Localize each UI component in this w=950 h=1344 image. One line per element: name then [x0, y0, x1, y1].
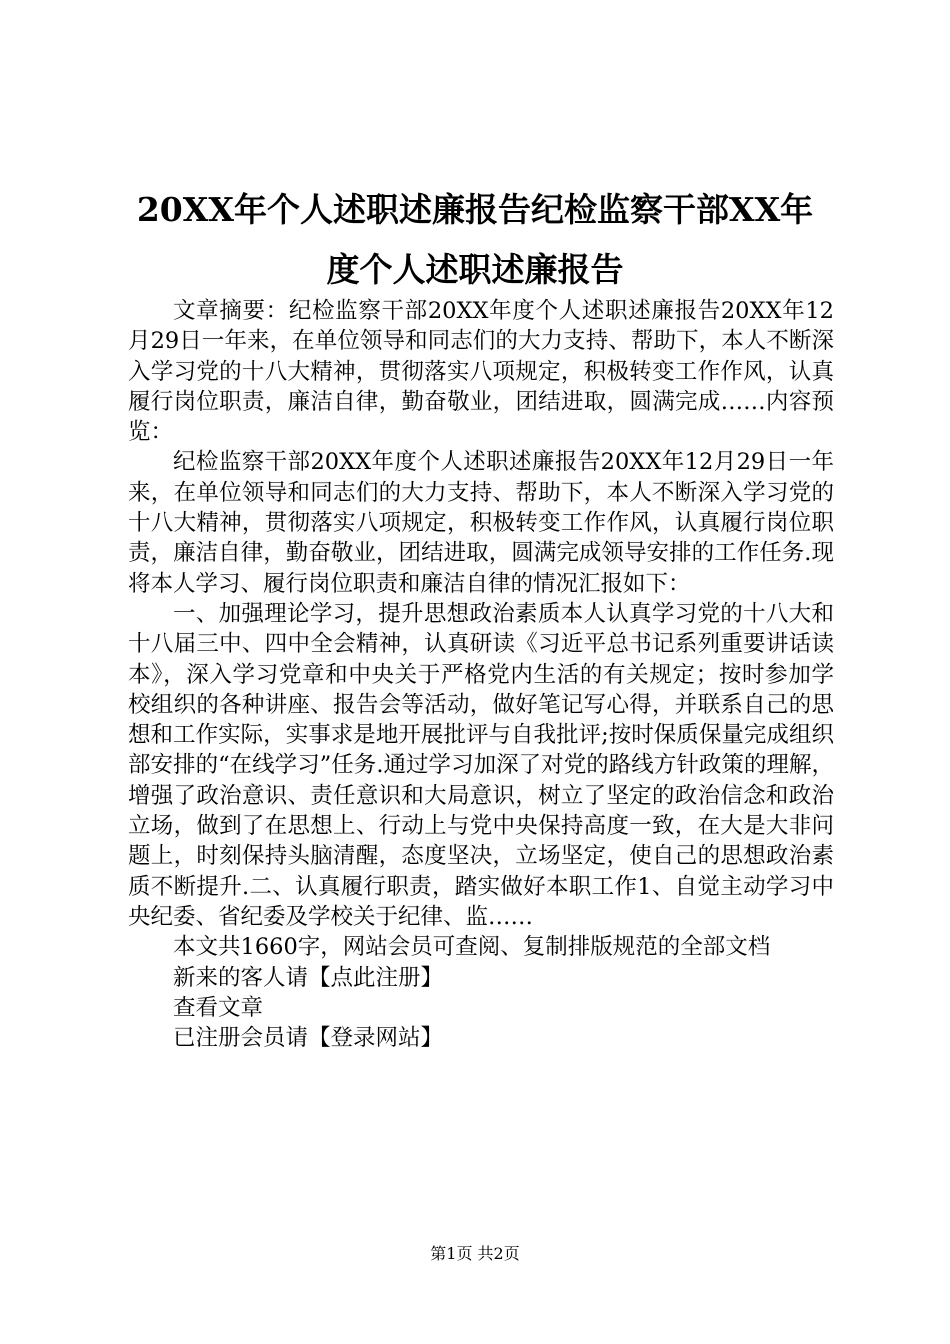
- register-prefix: 新来的客人请: [173, 964, 309, 991]
- login-prefix: 已注册会员请: [173, 1025, 309, 1052]
- intro-paragraph: 纪检监察干部20XX年度个人述职述廉报告20XX年12月29日一年来，在单位领导和同志们的大力支持、帮助下，本人不断深入学习党的十八大精神，贯彻落实八项规定，积极转变工作作风，认真履行岗位职责，廉洁自律，勤奋敬业，团结进取，圆满完成领导安排的工作任务.现将本人学习、履行岗位职责和廉洁自律的情况汇报如下：: [128, 449, 834, 597]
- register-link[interactable]: 【点此注册】: [308, 964, 444, 991]
- view-article-line: [128, 993, 834, 1023]
- document-body: [128, 296, 834, 1053]
- register-line: [128, 963, 834, 993]
- login-link[interactable]: 【登录网站】: [308, 1025, 444, 1052]
- page-footer: 第1页 共2页: [430, 1244, 520, 1263]
- section-paragraph: 一、加强理论学习，提升思想政治素质本人认真学习党的十八大和十八届三中、四中全会精神，认真研读《习近平总书记系列重要讲话读本》，深入学习党章和中央关于严格党内生活的有关规定；按时参加学校组织的各种讲座、报告会等活动，做好笔记写心得，并联系自己的思想和工作实际，实事求是地开展批评与自我批评;按时保质保量完成组织部安排的“在线学习”任务.通过学习加深了对党的路线方针政策的理解，增强了政治意识、责任意识和大局意识，树立了坚定的政治信念和政治立场，做到了在思想上、行动上与党中央保持高度一致，在大是大非问题上，时刻保持头脑清醒，态度坚决，立场坚定，使自己的思想政治素质不断提升.二、认真履行职责，踏实做好本职工作1、自觉主动学习中央纪委、省纪委及学校关于纪律、监……: [128, 600, 834, 930]
- document-title-line-2: 度个人述职述廉报告: [326, 250, 624, 289]
- document-title-line-1: 20XX年个人述职述廉报告纪检监察干部XX年: [136, 190, 814, 229]
- word-count-paragraph: 本文共1660字，网站会员可查阅、复制排版规范的全部文档: [173, 934, 771, 961]
- login-line: [128, 1023, 834, 1053]
- view-article-link[interactable]: 查看文章: [173, 994, 264, 1021]
- abstract-paragraph: 文章摘要：纪检监察干部20XX年度个人述职述廉报告20XX年12月29日一年来，在单位领导和同志们的大力支持、帮助下，本人不断深入学习党的十八大精神，贯彻落实八项规定，积极转变工作作风，认真履行岗位职责，廉洁自律，勤奋敬业，团结进取，圆满完成……内容预览：: [128, 298, 834, 446]
